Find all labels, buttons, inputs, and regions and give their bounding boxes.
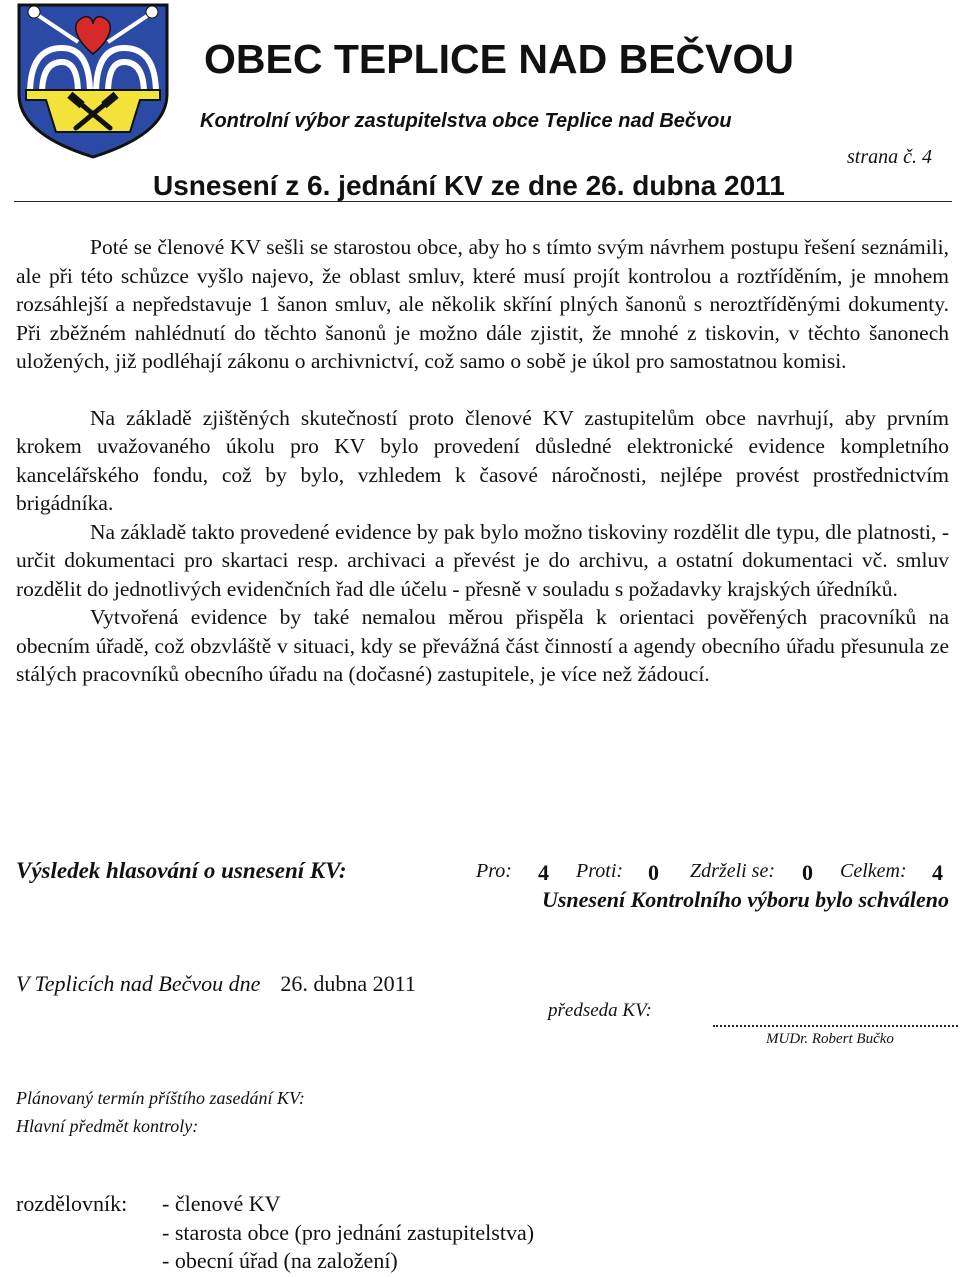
paragraph-3: Na základě takto provedené evidence by pak bylo možno tiskoviny rozdělit dle typu, dle platnosti, - určit dokumentaci pro skartaci resp. archivaci a převést je do archivu, a ostatní dokumentaci vč. smluv rozdělit do jednotlivých evidenčních řad dle účelu - přesně v souladu s požadavky krajských úředníků.	[16, 519, 949, 601]
distribution-list	[162, 1190, 534, 1276]
document-title: Usnesení z 6. jednání KV ze dne 26. dubna 2011	[153, 170, 785, 201]
chair-name: MUDr. Robert Bučko	[766, 1031, 894, 1047]
vote-counts	[476, 856, 952, 886]
document-body	[16, 233, 949, 689]
vote-pro-count: 4	[538, 860, 549, 885]
next-meeting-label: Plánovaný termín příštího zasedání KV:	[16, 1088, 305, 1108]
distribution-item: - obecní úřad (na založení)	[162, 1248, 398, 1273]
vote-result-label: Výsledek hlasování o usnesení KV:	[16, 858, 347, 883]
header-divider	[14, 201, 952, 202]
vote-proti-count: 0	[648, 860, 659, 885]
page-number: strana č. 4	[847, 146, 932, 168]
vote-total-count: 4	[932, 860, 943, 885]
signing-date: 26. dubna 2011	[280, 971, 416, 996]
paragraph-2: Na základě zjištěných skutečností proto členové KV zastupitelům obce navrhují, aby prvním krokem uvažovaného úkolu pro KV bylo provedení důsledné elektronické evidence kompletního kancelářského fondu, což by bylo, vzhledem k časové náročnosti, nejlépe provést prostřednictvím brigádníka.	[16, 405, 949, 515]
org-subtitle: Kontrolní výbor zastupitelstva obce Teplice nad Bečvou	[200, 110, 732, 132]
coat-of-arms-icon	[16, 2, 170, 160]
distribution-label: rozdělovník:	[16, 1191, 128, 1216]
signature-line	[713, 1025, 958, 1027]
main-subject-label: Hlavní předmět kontroly:	[16, 1116, 199, 1136]
signing-place: V Teplicích nad Bečvou dne	[16, 971, 261, 996]
vote-pro-label: Pro:	[476, 860, 512, 882]
distribution-item: - starosta obce (pro jednání zastupitelstva)	[162, 1219, 535, 1245]
distribution-item: - členové KV	[162, 1191, 281, 1216]
vote-abstain-count: 0	[802, 860, 813, 885]
org-title: OBEC TEPLICE NAD BEČVOU	[204, 36, 794, 82]
chair-label: předseda KV:	[548, 1000, 652, 1021]
place-and-date	[16, 969, 416, 999]
paragraph-4: Vytvořená evidence by také nemalou měrou přispěla k orientaci pověřených pracovníků na obecním úřadě, což obzvláště v situaci, kdy se převážná část činností a agendy obecního úřadu přesunula ze stálých pracovníků obecního úřadu na (dočasné) zastupitele, je více než žádoucí.	[16, 605, 949, 686]
vote-result-text: Usnesení Kontrolního výboru bylo schváleno	[541, 887, 949, 912]
vote-abstain-label: Zdrželi se:	[690, 860, 775, 882]
vote-proti-label: Proti:	[576, 860, 624, 882]
vote-total-label: Celkem:	[840, 860, 907, 882]
paragraph-1: Poté se členové KV sešli se starostou obce, aby ho s tímto svým návrhem postupu řešení seznámili, ale při této schůzce vyšlo najevo, že oblast smluv, které musí projít kontrolou a roztříděním, je mnohem rozsáhlejší a nepředstavuje 1 šanon smluv, ale několik skříní plných šanonů s neroztříděnými dokumenty. Při zběžném nahlédnutí do těchto šanonů je možno dále zjistit, že mnohé z tiskovin, v těchto šanonech uložených, již podléhají zákonu o archivnictví, což samo o sobě je úkol pro samostatnou komisi.	[16, 235, 949, 373]
